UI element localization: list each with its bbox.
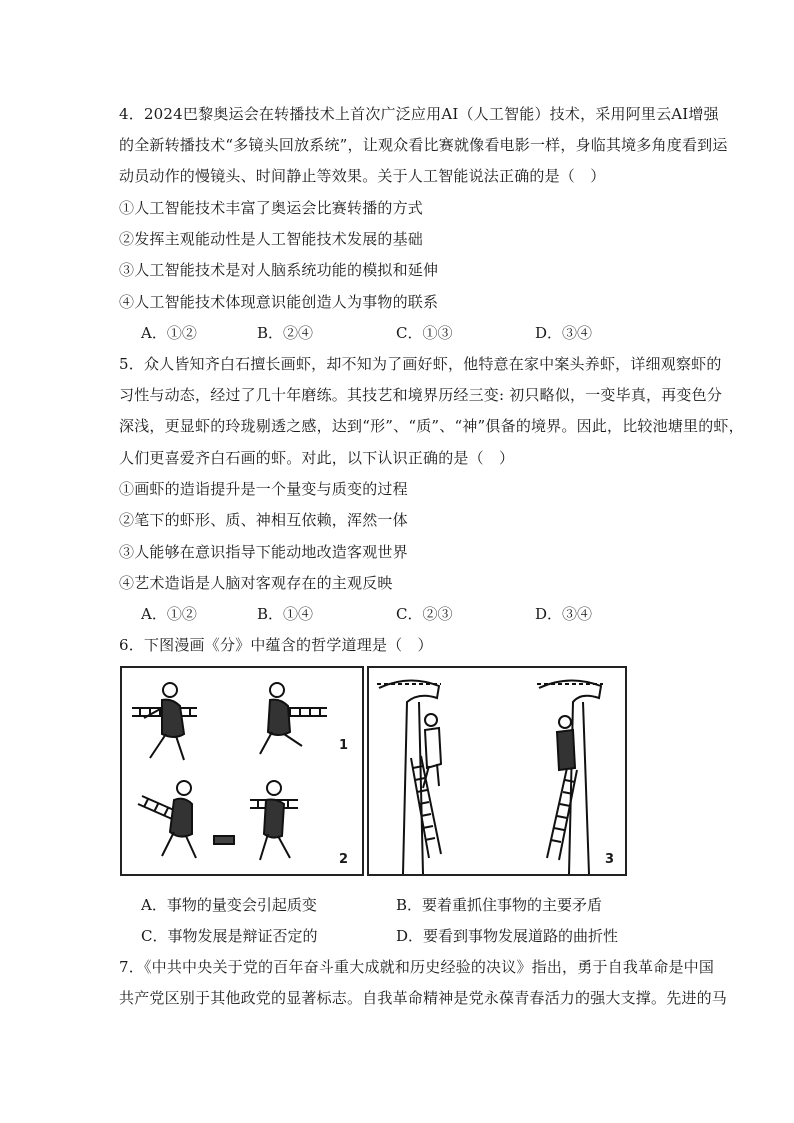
cartoon-panel-left (120, 666, 364, 876)
cartoon-left-drawing (122, 668, 362, 874)
q5-option-a[interactable]: A．①② (141, 605, 197, 623)
q5-option-b[interactable]: B．①④ (257, 605, 314, 623)
q4-statement-4: ④人工智能技术体现意识能创造人为事物的联系 (119, 293, 439, 311)
q7-stem-line-2: 共产党区别于其他政党的显著标志。自我革命精神是党永葆青春活力的强大支撑。先进的马 (119, 989, 728, 1007)
q5-option-c[interactable]: C．②③ (396, 605, 453, 623)
q6-stem: 6．下图漫画《分》中蕴含的哲学道理是（ ） (119, 636, 433, 654)
q4-option-d[interactable]: D．③④ (535, 324, 593, 342)
q5-stem-line-1: 5．众人皆知齐白石擅长画虾，却不知为了画好虾，他特意在家中案头养虾，详细观察虾的 (119, 355, 722, 373)
panel-number-1: 1 (339, 738, 349, 753)
cartoon-figure (120, 666, 626, 876)
q5-statement-4: ④艺术造诣是人脑对客观存在的主观反映 (119, 574, 393, 592)
q6-option-b[interactable]: B．要着重抓住事物的主要矛盾 (396, 896, 603, 914)
q7-stem-line-1: 7．《中共中央关于党的百年奋斗重大成就和历史经验的决议》指出，勇于自我革命是中国 (119, 958, 715, 976)
q4-statement-1: ①人工智能技术丰富了奥运会比赛转播的方式 (119, 199, 424, 217)
q6-option-d[interactable]: D．要看到事物发展道路的曲折性 (396, 927, 619, 945)
q5-option-d[interactable]: D．③④ (535, 605, 593, 623)
q6-option-a[interactable]: A．事物的量变会引起质变 (141, 896, 317, 914)
q5-statement-2: ②笔下的虾形、质、神相互依赖，浑然一体 (119, 511, 408, 529)
panel-number-2: 2 (339, 852, 349, 867)
q4-statement-3: ③人工智能技术是对人脑系统功能的模拟和延伸 (119, 261, 439, 279)
cartoon-right-drawing (369, 668, 625, 874)
q4-stem-line-1: 4．2024巴黎奥运会在转播技术上首次广泛应用AI（人工智能）技术，采用阿里云AI增强 (119, 105, 719, 123)
cartoon-panel-right (367, 666, 627, 876)
q5-stem-line-4: 人们更喜爱齐白石画的虾。对此，以下认识正确的是（ ） (119, 449, 515, 467)
q4-option-a[interactable]: A．①② (141, 324, 197, 342)
q4-option-c[interactable]: C．①③ (396, 324, 453, 342)
q5-stem-line-2: 习性与动态，经过了几十年磨练。其技艺和境界历经三变: 初只略似，一变毕真，再变色分 (119, 386, 723, 404)
q4-statement-2: ②发挥主观能动性是人工智能技术发展的基础 (119, 230, 424, 248)
q5-stem-line-3: 深浅，更显虾的玲珑剔透之感，达到“形”、“质”、“神”俱备的境界。因此，比较池塘里的虾， (119, 417, 744, 435)
q4-stem-line-2: 的全新转播技术“多镜头回放系统”，让观众看比赛就像看电影一样，身临其境多角度看到运 (119, 136, 728, 154)
q4-option-b[interactable]: B．②④ (257, 324, 314, 342)
q6-option-c[interactable]: C．事物发展是辩证否定的 (141, 927, 318, 945)
q5-statement-1: ①画虾的造诣提升是一个量变与质变的过程 (119, 480, 408, 498)
panel-number-3: 3 (605, 852, 615, 867)
q4-stem-line-3: 动员动作的慢镜头、时间静止等效果。关于人工智能说法正确的是（ ） (119, 167, 606, 185)
q5-statement-3: ③人能够在意识指导下能动地改造客观世界 (119, 543, 408, 561)
